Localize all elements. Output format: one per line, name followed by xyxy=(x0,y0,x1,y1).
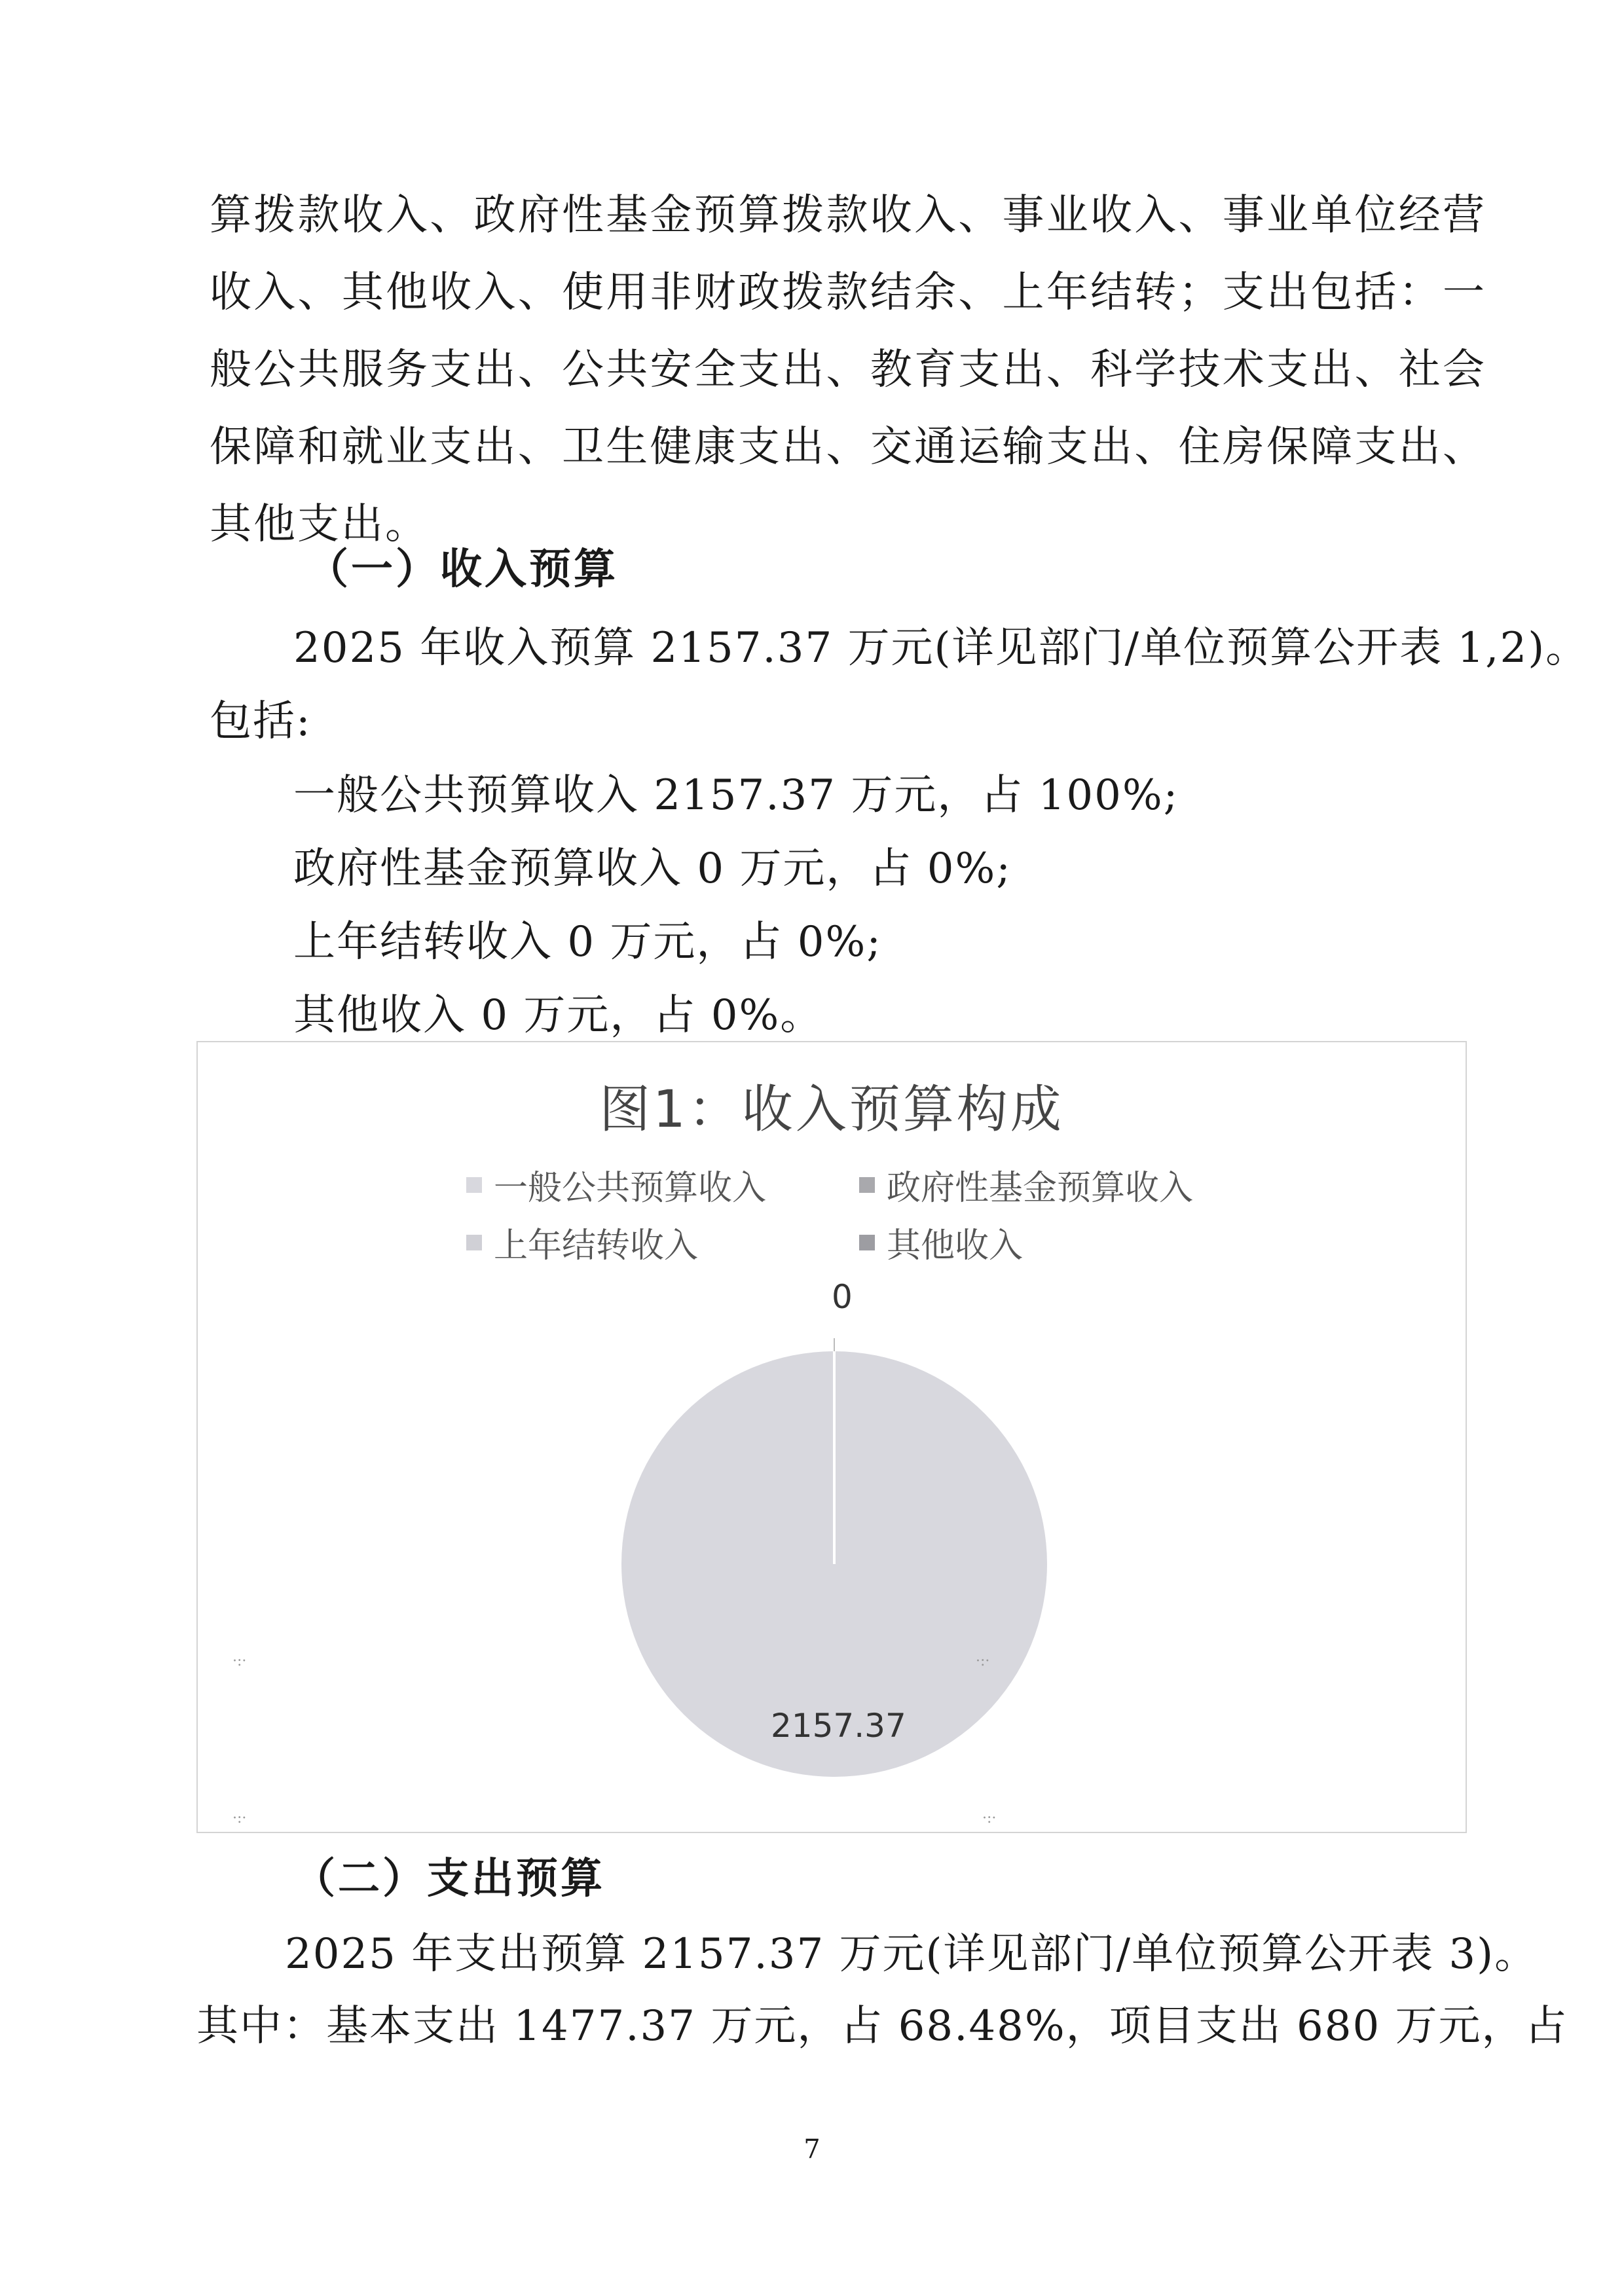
income-item-other: 其他收入 0 万元，占 0%。 xyxy=(293,991,824,1040)
pie-label-zero: 0 xyxy=(832,1278,853,1316)
income-heading: （一）收入预算 xyxy=(306,545,618,594)
income-summary-line2: 包括: xyxy=(210,697,312,746)
scan-speck: ·:· xyxy=(232,1810,247,1827)
scan-speck: ·:· xyxy=(976,1653,990,1669)
expense-heading: （二）支出预算 xyxy=(293,1854,605,1903)
legend-label-general: 一般公共预算收入 xyxy=(494,1169,767,1208)
income-pie-chart xyxy=(196,1041,1467,1833)
legend-label-fund: 政府性基金预算收入 xyxy=(887,1169,1194,1208)
expense-summary-line1: 2025 年支出预算 2157.37 万元(详见部门/单位预算公开表 3)。 xyxy=(285,1930,1538,1978)
income-item-fund: 政府性基金预算收入 0 万元，占 0%; xyxy=(293,845,1012,893)
chart-title: 图1：收入预算构成 xyxy=(599,1080,1064,1139)
scan-speck: ·:· xyxy=(982,1810,997,1827)
intro-paragraph: 算拨款收入、政府性基金预算拨款收入、事业收入、事业单位经营收入、其他收入、使用非财政拨款结余、上年结转；支出包括：一般公共服务支出、公共安全支出、教育支出、科学技术支出、社会保障和就业支出、卫生健康支出、交通运输支出、住房保障支出、其他支出。 xyxy=(210,191,1486,549)
income-summary-line1: 2025 年收入预算 2157.37 万元(详见部门/单位预算公开表 1,2)。 xyxy=(293,624,1589,672)
legend-label-carryover: 上年结转收入 xyxy=(494,1226,699,1266)
expense-summary-line2: 其中：基本支出 1477.37 万元，占 68.48%，项目支出 680 万元，占 xyxy=(196,2002,1568,2050)
legend-label-other: 其他收入 xyxy=(887,1226,1024,1266)
income-item-general: 一般公共预算收入 2157.37 万元，占 100%; xyxy=(293,771,1179,820)
page-number: 7 xyxy=(803,2134,821,2164)
pie-label-general: 2157.37 xyxy=(771,1707,906,1745)
income-item-carryover: 上年结转收入 0 万元，占 0%; xyxy=(293,918,882,966)
scan-speck: ·:· xyxy=(232,1653,247,1669)
